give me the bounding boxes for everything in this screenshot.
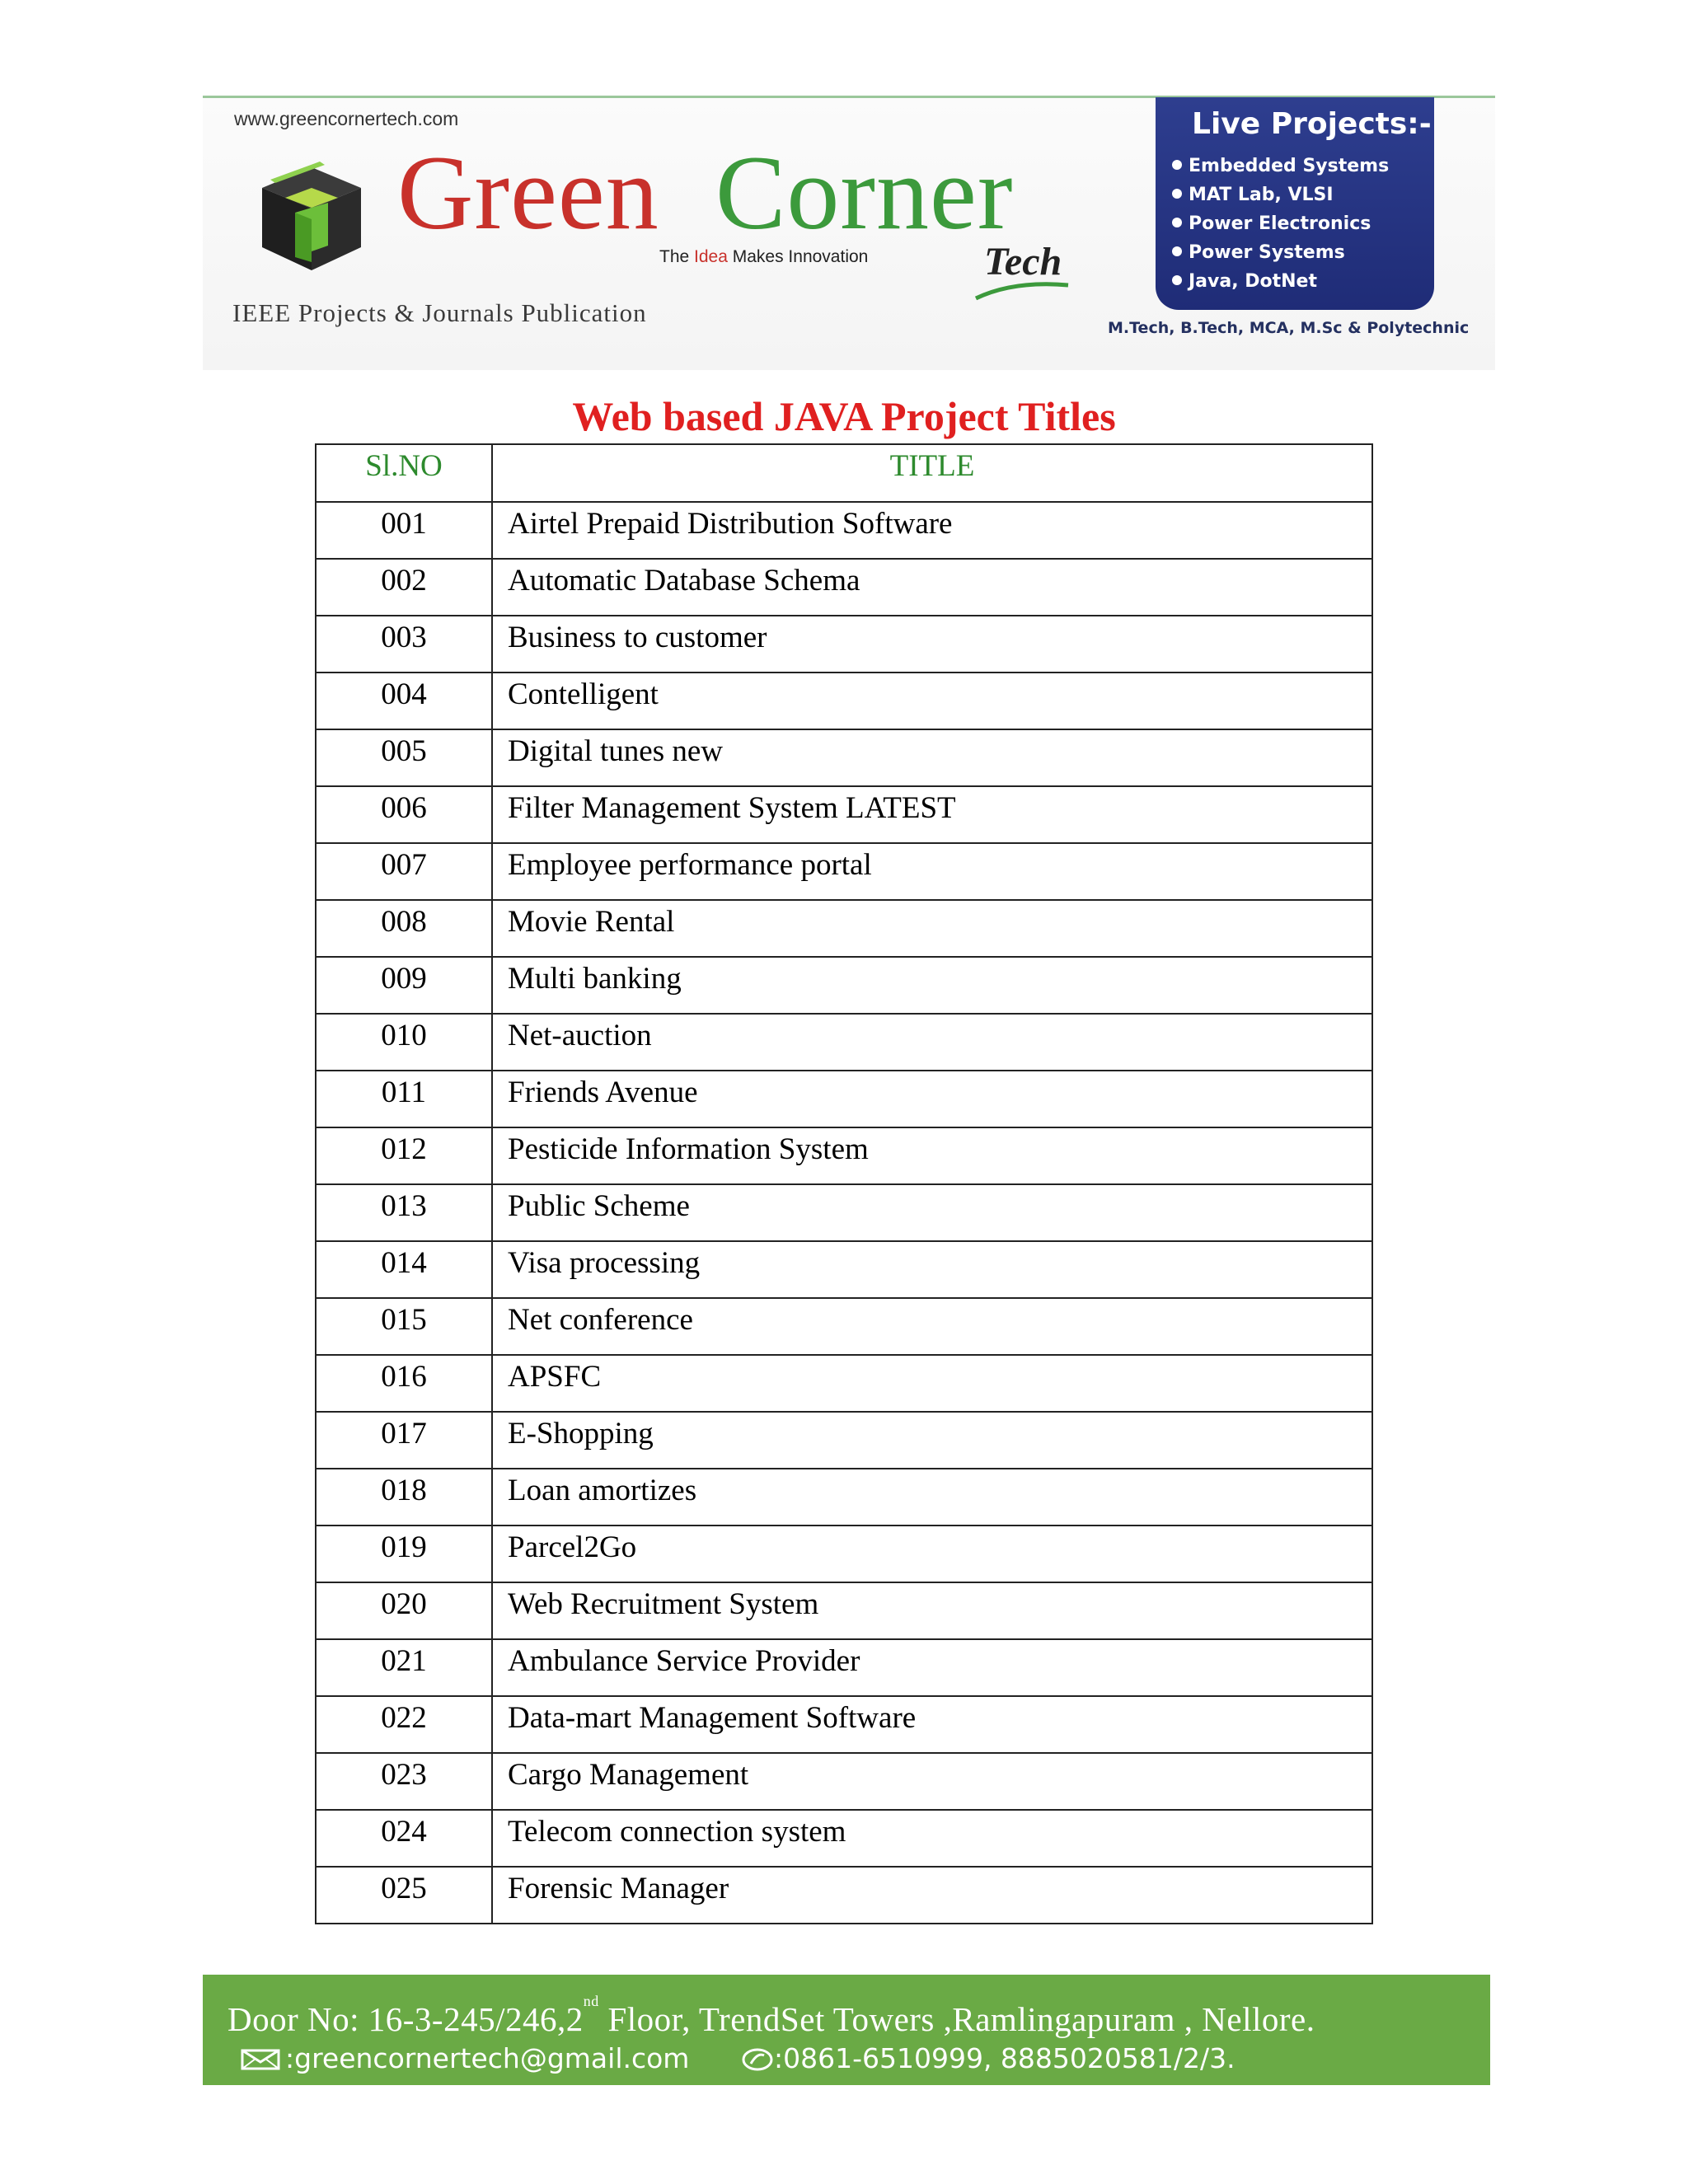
table-row [316, 559, 1372, 616]
row-number: 019 [316, 1526, 492, 1582]
live-projects-list [1172, 152, 1389, 296]
bullet-icon [1172, 218, 1182, 227]
row-title: Employee performance portal [492, 843, 1372, 900]
row-title: Telecom connection system [492, 1810, 1372, 1867]
table-row [316, 1241, 1372, 1298]
table-row [316, 786, 1372, 843]
row-number: 025 [316, 1867, 492, 1924]
brand-tagline: The Idea Makes Innovation [659, 247, 869, 266]
live-projects-box [1156, 97, 1434, 310]
live-project-item: Java, DotNet [1172, 267, 1389, 296]
row-number: 005 [316, 729, 492, 786]
footer-contact [241, 2042, 1236, 2074]
phone-icon [741, 2047, 774, 2072]
row-number: 020 [316, 1582, 492, 1639]
row-number: 015 [316, 1298, 492, 1355]
row-number: 010 [316, 1014, 492, 1071]
table-row [316, 1867, 1372, 1924]
row-number: 021 [316, 1639, 492, 1696]
cube-logo-icon [246, 155, 377, 279]
footer-address: Door No: 16-3-245/246,2nd Floor, TrendSet Towers ,Ramlingapuram , Nellore. [227, 1993, 1315, 2038]
row-title: Ambulance Service Provider [492, 1639, 1372, 1696]
live-projects-title: Live Projects:- [1192, 107, 1432, 141]
footer-band [203, 1975, 1490, 2085]
table-row [316, 843, 1372, 900]
table-row [316, 1639, 1372, 1696]
column-header-title: TITLE [492, 444, 1372, 502]
table-row [316, 502, 1372, 559]
table-row [316, 1810, 1372, 1867]
website-url: www.greencornertech.com [234, 108, 459, 129]
bullet-icon [1172, 275, 1182, 285]
row-number: 003 [316, 616, 492, 673]
ieee-subtitle: IEEE Projects & Journals Publication [232, 298, 647, 327]
live-project-item: Power Systems [1172, 238, 1389, 267]
row-number: 012 [316, 1127, 492, 1184]
footer-email: :greencornertech@gmail.com [285, 2042, 690, 2074]
table-row [316, 1071, 1372, 1127]
brand-name-green: Green [397, 134, 659, 251]
mail-icon [241, 2049, 280, 2070]
row-title: Business to customer [492, 616, 1372, 673]
swoosh-decoration [973, 277, 1071, 302]
table-row [316, 673, 1372, 729]
row-number: 016 [316, 1355, 492, 1412]
brand-tech: Tech [984, 240, 1062, 284]
row-number: 017 [316, 1412, 492, 1469]
row-title: Contelligent [492, 673, 1372, 729]
row-title: Digital tunes new [492, 729, 1372, 786]
table-row [316, 1184, 1372, 1241]
column-header-slno: Sl.NO [316, 444, 492, 502]
row-number: 024 [316, 1810, 492, 1867]
row-number: 022 [316, 1696, 492, 1753]
table-header-row [316, 444, 1372, 502]
table-row [316, 957, 1372, 1014]
table-row [316, 1127, 1372, 1184]
table-row [316, 1469, 1372, 1526]
row-number: 018 [316, 1469, 492, 1526]
row-title: Net conference [492, 1298, 1372, 1355]
table-row [316, 900, 1372, 957]
table-row [316, 1412, 1372, 1469]
bullet-icon [1172, 189, 1182, 199]
row-title: Visa processing [492, 1241, 1372, 1298]
row-number: 004 [316, 673, 492, 729]
table-row [316, 1298, 1372, 1355]
row-number: 002 [316, 559, 492, 616]
table-row [316, 1582, 1372, 1639]
table-body [316, 502, 1372, 1924]
project-titles-table [315, 443, 1373, 1924]
row-title: E-Shopping [492, 1412, 1372, 1469]
row-title: Pesticide Information System [492, 1127, 1372, 1184]
row-title: Public Scheme [492, 1184, 1372, 1241]
bullet-icon [1172, 246, 1182, 256]
row-number: 007 [316, 843, 492, 900]
row-title: Loan amortizes [492, 1469, 1372, 1526]
courses-line: M.Tech, B.Tech, MCA, M.Sc & Polytechnic [1108, 319, 1470, 337]
row-number: 008 [316, 900, 492, 957]
row-title: Forensic Manager [492, 1867, 1372, 1924]
live-project-item: MAT Lab, VLSI [1172, 180, 1389, 209]
live-project-item: Power Electronics [1172, 209, 1389, 238]
row-number: 011 [316, 1071, 492, 1127]
row-number: 023 [316, 1753, 492, 1810]
live-project-item: Embedded Systems [1172, 152, 1389, 180]
row-title: Data-mart Management Software [492, 1696, 1372, 1753]
bullet-icon [1172, 160, 1182, 170]
row-title: Airtel Prepaid Distribution Software [492, 502, 1372, 559]
table-row [316, 616, 1372, 673]
row-title: Automatic Database Schema [492, 559, 1372, 616]
table-row [316, 1696, 1372, 1753]
row-title: Net-auction [492, 1014, 1372, 1071]
table-row [316, 1014, 1372, 1071]
row-title: Friends Avenue [492, 1071, 1372, 1127]
row-title: Web Recruitment System [492, 1582, 1372, 1639]
table-row [316, 1355, 1372, 1412]
row-number: 006 [316, 786, 492, 843]
table-row [316, 1753, 1372, 1810]
row-number: 013 [316, 1184, 492, 1241]
document-title: Web based JAVA Project Titles [572, 393, 1116, 439]
row-title: Multi banking [492, 957, 1372, 1014]
footer-phone: :0861-6510999, 8885020581/2/3. [773, 2042, 1236, 2074]
row-number: 014 [316, 1241, 492, 1298]
table-row [316, 1526, 1372, 1582]
table-row [316, 729, 1372, 786]
row-number: 001 [316, 502, 492, 559]
brand-name-corner: Corner [715, 134, 1014, 251]
row-title: APSFC [492, 1355, 1372, 1412]
row-title: Parcel2Go [492, 1526, 1372, 1582]
row-title: Filter Management System LATEST [492, 786, 1372, 843]
row-title: Cargo Management [492, 1753, 1372, 1810]
row-number: 009 [316, 957, 492, 1014]
row-title: Movie Rental [492, 900, 1372, 957]
